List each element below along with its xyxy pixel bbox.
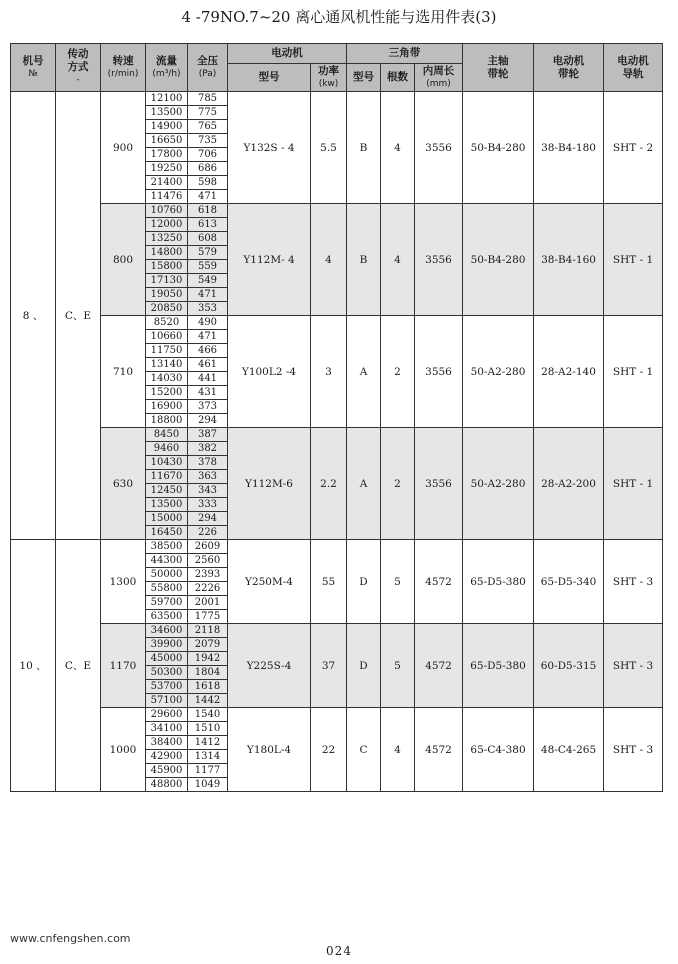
- header-machine-no-label: 机号: [22, 54, 44, 67]
- flow-cell: 11476: [146, 190, 188, 204]
- pressure-cell: 608: [188, 232, 228, 246]
- pressure-cell: 471: [188, 288, 228, 302]
- flow-cell: 19050: [146, 288, 188, 302]
- pressure-cell: 1942: [188, 652, 228, 666]
- flow-cell: 16900: [146, 400, 188, 414]
- pressure-cell: 1412: [188, 736, 228, 750]
- flow-cell: 38400: [146, 736, 188, 750]
- flow-cell: 12450: [146, 484, 188, 498]
- belt-type-cell: B: [347, 204, 381, 316]
- header-motor-rail-sub: 导轨: [622, 67, 644, 80]
- pressure-cell: 613: [188, 218, 228, 232]
- table-row: [11, 92, 663, 106]
- flow-cell: 10660: [146, 330, 188, 344]
- flow-cell: 18800: [146, 414, 188, 428]
- motor-power-cell: 22: [311, 708, 347, 792]
- website-url: www.cnfengshen.com: [10, 932, 131, 945]
- header-machine-no: [11, 44, 56, 92]
- belt-count-cell: 2: [381, 428, 415, 540]
- header-belt-model: 型号: [347, 64, 381, 92]
- motor-model-cell: Y112M-6: [228, 428, 311, 540]
- machine-no-cell: 8 、: [11, 92, 56, 540]
- belt-length-cell: 3556: [415, 428, 463, 540]
- flow-cell: 13140: [146, 358, 188, 372]
- flow-cell: 42900: [146, 750, 188, 764]
- table-row: [11, 428, 663, 442]
- header-motor-rail: [604, 44, 663, 92]
- pressure-cell: 1618: [188, 680, 228, 694]
- header-belt-length-unit: (mm): [426, 78, 451, 89]
- motor-model-cell: Y225S-4: [228, 624, 311, 708]
- pressure-cell: 431: [188, 386, 228, 400]
- header-belt: 三角带: [347, 44, 463, 64]
- motor-rail-cell: SHT - 1: [604, 428, 663, 540]
- header-flow-unit: (m³/h): [152, 68, 181, 79]
- flow-cell: 14900: [146, 120, 188, 134]
- pressure-cell: 471: [188, 190, 228, 204]
- header-speed-label: 转速: [112, 54, 134, 67]
- pressure-cell: 765: [188, 120, 228, 134]
- flow-cell: 10430: [146, 456, 188, 470]
- pressure-cell: 363: [188, 470, 228, 484]
- belt-length-cell: 4572: [415, 708, 463, 792]
- belt-count-cell: 5: [381, 624, 415, 708]
- flow-cell: 15800: [146, 260, 188, 274]
- motor-pulley-cell: 38-B4-180: [534, 92, 604, 204]
- motor-pulley-cell: 28-A2-140: [534, 316, 604, 428]
- header-drive: [56, 44, 101, 92]
- header-motor-pulley-label: 电动机: [552, 54, 585, 67]
- table-row: [11, 708, 663, 722]
- motor-pulley-cell: 60-D5-315: [534, 624, 604, 708]
- belt-length-cell: 4572: [415, 624, 463, 708]
- header-pressure-label: 全压: [197, 54, 218, 67]
- pressure-cell: 490: [188, 316, 228, 330]
- pressure-cell: 1049: [188, 778, 228, 792]
- table-row: [11, 316, 663, 330]
- belt-length-cell: 3556: [415, 92, 463, 204]
- main-pulley-cell: 65-C4-380: [463, 708, 534, 792]
- flow-cell: 29600: [146, 708, 188, 722]
- pressure-cell: 1314: [188, 750, 228, 764]
- flow-cell: 38500: [146, 540, 188, 554]
- motor-pulley-cell: 65-D5-340: [534, 540, 604, 624]
- pressure-cell: 2393: [188, 568, 228, 582]
- header-main-shaft-sub: 带轮: [487, 67, 509, 80]
- table-body: [11, 92, 663, 792]
- header-speed: [101, 44, 146, 92]
- flow-cell: 19250: [146, 162, 188, 176]
- motor-model-cell: Y250M-4: [228, 540, 311, 624]
- motor-pulley-cell: 48-C4-265: [534, 708, 604, 792]
- pressure-cell: 1510: [188, 722, 228, 736]
- flow-cell: 53700: [146, 680, 188, 694]
- belt-count-cell: 4: [381, 92, 415, 204]
- header-belt-length: [415, 64, 463, 92]
- motor-model-cell: Y100L2 -4: [228, 316, 311, 428]
- pressure-cell: 735: [188, 134, 228, 148]
- flow-cell: 13250: [146, 232, 188, 246]
- motor-rail-cell: SHT - 3: [604, 624, 663, 708]
- page-title: 4 -79NO.7~20 离心通风机性能与选用件表(3): [181, 8, 497, 26]
- flow-cell: 12100: [146, 92, 188, 106]
- pressure-cell: 1442: [188, 694, 228, 708]
- motor-model-cell: Y180L-4: [228, 708, 311, 792]
- flow-cell: 39900: [146, 638, 188, 652]
- fan-spec-table: [10, 43, 663, 792]
- header-flow-label: 流量: [156, 54, 177, 67]
- flow-cell: 12000: [146, 218, 188, 232]
- pressure-cell: 1775: [188, 610, 228, 624]
- belt-length-cell: 3556: [415, 204, 463, 316]
- drive-cell: C、E: [56, 92, 101, 540]
- header-motor-rail-label: 电动机: [617, 54, 649, 67]
- pressure-cell: 1804: [188, 666, 228, 680]
- flow-cell: 63500: [146, 610, 188, 624]
- motor-pulley-cell: 28-A2-200: [534, 428, 604, 540]
- motor-model-cell: Y132S - 4: [228, 92, 311, 204]
- flow-cell: 14030: [146, 372, 188, 386]
- flow-cell: 10760: [146, 204, 188, 218]
- flow-cell: 17130: [146, 274, 188, 288]
- flow-cell: 15200: [146, 386, 188, 400]
- flow-cell: 34600: [146, 624, 188, 638]
- flow-cell: 50300: [146, 666, 188, 680]
- motor-power-cell: 5.5: [311, 92, 347, 204]
- table-header: [11, 44, 663, 92]
- main-pulley-cell: 50-A2-280: [463, 316, 534, 428]
- flow-cell: 34100: [146, 722, 188, 736]
- pressure-cell: 2079: [188, 638, 228, 652]
- speed-cell: 800: [101, 204, 146, 316]
- motor-power-cell: 3: [311, 316, 347, 428]
- flow-cell: 48800: [146, 778, 188, 792]
- pressure-cell: 706: [188, 148, 228, 162]
- header-motor-power: [311, 64, 347, 92]
- belt-type-cell: D: [347, 540, 381, 624]
- header-pressure: [188, 44, 228, 92]
- table-row: [11, 540, 663, 554]
- pressure-cell: 618: [188, 204, 228, 218]
- flow-cell: 20850: [146, 302, 188, 316]
- pressure-cell: 382: [188, 442, 228, 456]
- pressure-cell: 785: [188, 92, 228, 106]
- belt-type-cell: A: [347, 428, 381, 540]
- belt-type-cell: C: [347, 708, 381, 792]
- pressure-cell: 466: [188, 344, 228, 358]
- belt-length-cell: 4572: [415, 540, 463, 624]
- drive-cell: C、E: [56, 540, 101, 792]
- pressure-cell: 2609: [188, 540, 228, 554]
- flow-cell: 11670: [146, 470, 188, 484]
- pressure-cell: 2226: [188, 582, 228, 596]
- header-machine-no-symbol: №: [28, 68, 38, 79]
- table-row: [11, 204, 663, 218]
- pressure-cell: 559: [188, 260, 228, 274]
- speed-cell: 630: [101, 428, 146, 540]
- speed-cell: 1300: [101, 540, 146, 624]
- main-pulley-cell: 65-D5-380: [463, 624, 534, 708]
- pressure-cell: 373: [188, 400, 228, 414]
- pressure-cell: 686: [188, 162, 228, 176]
- flow-cell: 9460: [146, 442, 188, 456]
- machine-no-cell: 10 、: [11, 540, 56, 792]
- pressure-cell: 294: [188, 512, 228, 526]
- header-motor-power-unit: (kw): [318, 78, 339, 89]
- pressure-cell: 441: [188, 372, 228, 386]
- header-motor-power-label: 功率: [318, 64, 339, 77]
- speed-cell: 900: [101, 92, 146, 204]
- header-belt-count: 根数: [381, 64, 415, 92]
- motor-rail-cell: SHT - 1: [604, 204, 663, 316]
- flow-cell: 59700: [146, 596, 188, 610]
- header-motor-pulley-sub: 带轮: [558, 67, 580, 80]
- speed-cell: 1170: [101, 624, 146, 708]
- flow-cell: 15000: [146, 512, 188, 526]
- flow-cell: 50000: [146, 568, 188, 582]
- pressure-cell: 598: [188, 176, 228, 190]
- header-belt-length-label: 内周长: [422, 64, 455, 77]
- pressure-cell: 387: [188, 428, 228, 442]
- header-main-shaft-label: 主轴: [487, 54, 509, 67]
- motor-rail-cell: SHT - 1: [604, 316, 663, 428]
- belt-type-cell: A: [347, 316, 381, 428]
- motor-power-cell: 37: [311, 624, 347, 708]
- pressure-cell: 1177: [188, 764, 228, 778]
- header-drive-label: 传动方式: [67, 48, 89, 73]
- header-drive-sub: -: [76, 75, 80, 85]
- motor-rail-cell: SHT - 3: [604, 708, 663, 792]
- pressure-cell: 333: [188, 498, 228, 512]
- flow-cell: 14800: [146, 246, 188, 260]
- motor-rail-cell: SHT - 2: [604, 92, 663, 204]
- pressure-cell: 294: [188, 414, 228, 428]
- motor-model-cell: Y112M- 4: [228, 204, 311, 316]
- flow-cell: 8520: [146, 316, 188, 330]
- main-pulley-cell: 65-D5-380: [463, 540, 534, 624]
- flow-cell: 55800: [146, 582, 188, 596]
- flow-cell: 44300: [146, 554, 188, 568]
- belt-count-cell: 5: [381, 540, 415, 624]
- header-speed-unit: (r/min): [107, 68, 139, 79]
- header-motor-pulley: [534, 44, 604, 92]
- header-motor: 电动机: [228, 44, 347, 64]
- pressure-cell: 2560: [188, 554, 228, 568]
- flow-cell: 13500: [146, 106, 188, 120]
- pressure-cell: 2118: [188, 624, 228, 638]
- pressure-cell: 461: [188, 358, 228, 372]
- belt-type-cell: B: [347, 92, 381, 204]
- flow-cell: 16450: [146, 526, 188, 540]
- header-pressure-unit: (Pa): [198, 68, 217, 79]
- flow-cell: 8450: [146, 428, 188, 442]
- pressure-cell: 775: [188, 106, 228, 120]
- header-motor-model: 型号: [228, 64, 311, 92]
- motor-power-cell: 2.2: [311, 428, 347, 540]
- header-main-shaft: [463, 44, 534, 92]
- flow-cell: 21400: [146, 176, 188, 190]
- pressure-cell: 378: [188, 456, 228, 470]
- belt-count-cell: 2: [381, 316, 415, 428]
- pressure-cell: 343: [188, 484, 228, 498]
- pressure-cell: 549: [188, 274, 228, 288]
- motor-power-cell: 55: [311, 540, 347, 624]
- table-row: [11, 624, 663, 638]
- flow-cell: 13500: [146, 498, 188, 512]
- pressure-cell: 1540: [188, 708, 228, 722]
- pressure-cell: 579: [188, 246, 228, 260]
- pressure-cell: 226: [188, 526, 228, 540]
- pressure-cell: 2001: [188, 596, 228, 610]
- main-pulley-cell: 50-B4-280: [463, 92, 534, 204]
- motor-power-cell: 4: [311, 204, 347, 316]
- header-flow: [146, 44, 188, 92]
- motor-rail-cell: SHT - 3: [604, 540, 663, 624]
- belt-type-cell: D: [347, 624, 381, 708]
- speed-cell: 1000: [101, 708, 146, 792]
- flow-cell: 57100: [146, 694, 188, 708]
- belt-count-cell: 4: [381, 204, 415, 316]
- flow-cell: 17800: [146, 148, 188, 162]
- page-number: 024: [326, 944, 352, 958]
- motor-pulley-cell: 38-B4-160: [534, 204, 604, 316]
- belt-length-cell: 3556: [415, 316, 463, 428]
- flow-cell: 16650: [146, 134, 188, 148]
- flow-cell: 45900: [146, 764, 188, 778]
- flow-cell: 45000: [146, 652, 188, 666]
- pressure-cell: 471: [188, 330, 228, 344]
- pressure-cell: 353: [188, 302, 228, 316]
- speed-cell: 710: [101, 316, 146, 428]
- main-pulley-cell: 50-A2-280: [463, 428, 534, 540]
- belt-count-cell: 4: [381, 708, 415, 792]
- flow-cell: 11750: [146, 344, 188, 358]
- main-pulley-cell: 50-B4-280: [463, 204, 534, 316]
